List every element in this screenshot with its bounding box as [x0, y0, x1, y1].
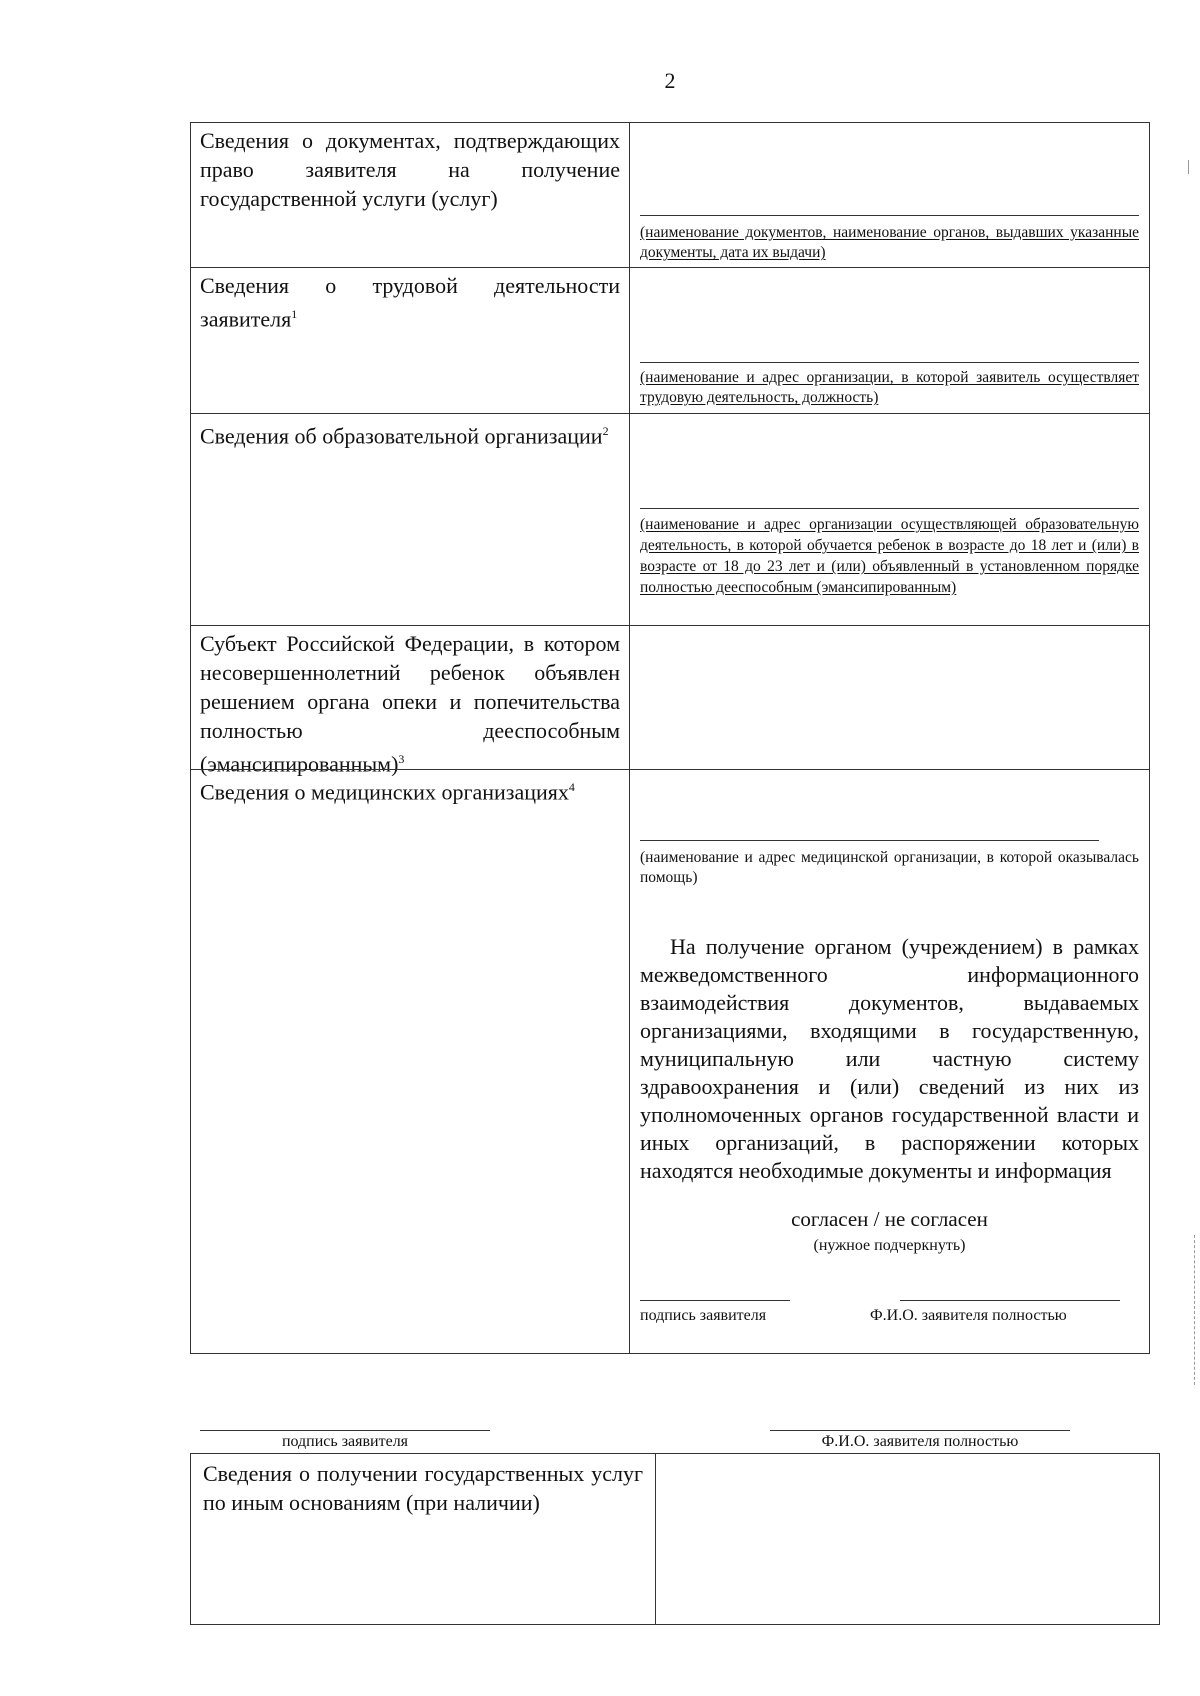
applicant-fio-line[interactable] [770, 1430, 1070, 1431]
medical-label: Сведения о медицинских организациях [200, 779, 569, 805]
table-row-other-services [191, 1454, 1159, 1624]
emancipation-region-field[interactable] [630, 626, 1149, 770]
documents-fill-line [640, 215, 1139, 216]
footnote-marker: 4 [568, 780, 575, 794]
applicant-signature-line[interactable] [200, 1430, 490, 1431]
employment-label: Сведения о трудовой деятельности заявителя [200, 273, 620, 332]
table-row-medical [191, 769, 1149, 1353]
table-row-emancipation-region [191, 625, 1149, 777]
other-services-field[interactable] [656, 1454, 1159, 1624]
fio-line[interactable] [900, 1300, 1120, 1301]
documents-hint: (наименование документов, наименование органов, выдавших указанные документы, дата их выдачи) [640, 224, 1139, 261]
consent-choice[interactable]: согласен / не согласен [791, 1207, 988, 1231]
education-fill-line [640, 508, 1139, 509]
margin-mark [1188, 160, 1189, 174]
consent-choice-note: (нужное подчеркнуть) [813, 1237, 966, 1254]
other-services-table [190, 1453, 1160, 1625]
documents-label: Сведения о документах, подтверждающих право заявителя на получение государственной услуги (услуг) [200, 128, 620, 211]
medical-field[interactable] [630, 770, 1149, 1353]
applicant-fio-label: Ф.И.О. заявителя полностью [821, 1433, 1019, 1450]
applicant-signature-label: подпись заявителя [281, 1433, 409, 1450]
footnote-marker: 3 [398, 752, 405, 766]
applicant-info-table [190, 122, 1150, 1354]
emancipation-region-label: Субъект Российской Федерации, в котором несовершеннолетний ребенок объявлен решением органа опеки и попечительства полностью дееспособным (эмансипированным) [200, 631, 620, 777]
employment-hint: (наименование и адрес организации, в которой заявитель осуществляет трудовую деятельность, должность) [640, 369, 1139, 406]
medical-fill-line [640, 840, 1099, 841]
footnote-marker: 2 [602, 424, 609, 438]
signature-label: подпись заявителя [640, 1307, 767, 1324]
medical-consent-text: На получение органом (учреждением) в рамках межведомственного информационного взаимодействия документов, выдаваемых организациями, входящими в государственную, муниципальную или частную систему здравоохранения и (или) сведений из них из уполномоченных органов государственной власти и иных организаций, в распоряжении которых находятся необходимые документы и информация [640, 934, 1139, 1183]
page-number: 2 [664, 68, 676, 93]
employment-fill-line [640, 362, 1139, 363]
table-row-documents [191, 123, 1149, 267]
employment-field[interactable] [630, 268, 1149, 414]
fio-label: Ф.И.О. заявителя полностью [870, 1307, 1067, 1324]
margin-mark [1194, 1235, 1195, 1385]
footnote-marker: 1 [291, 307, 298, 321]
table-row-employment [191, 267, 1149, 414]
table-row-education [191, 413, 1149, 626]
education-label: Сведения об образовательной организации [200, 423, 603, 449]
documents-field[interactable] [630, 123, 1149, 267]
other-services-label: Сведения о получении государственных услуг по иным основаниям (при наличии) [203, 1461, 643, 1515]
signature-line[interactable] [640, 1300, 790, 1301]
medical-hint: (наименование и адрес медицинской организации, в которой оказывалась помощь) [640, 849, 1139, 886]
education-hint: (наименование и адрес организации осуществляющей образовательную деятельность, в которой обучается ребенок в возрасте до 18 лет и (или) в возрасте от 18 до 23 лет и (или) объявленный в установленном порядке полностью дееспособным (эмансипированным) [640, 516, 1139, 596]
education-field[interactable] [630, 414, 1149, 626]
